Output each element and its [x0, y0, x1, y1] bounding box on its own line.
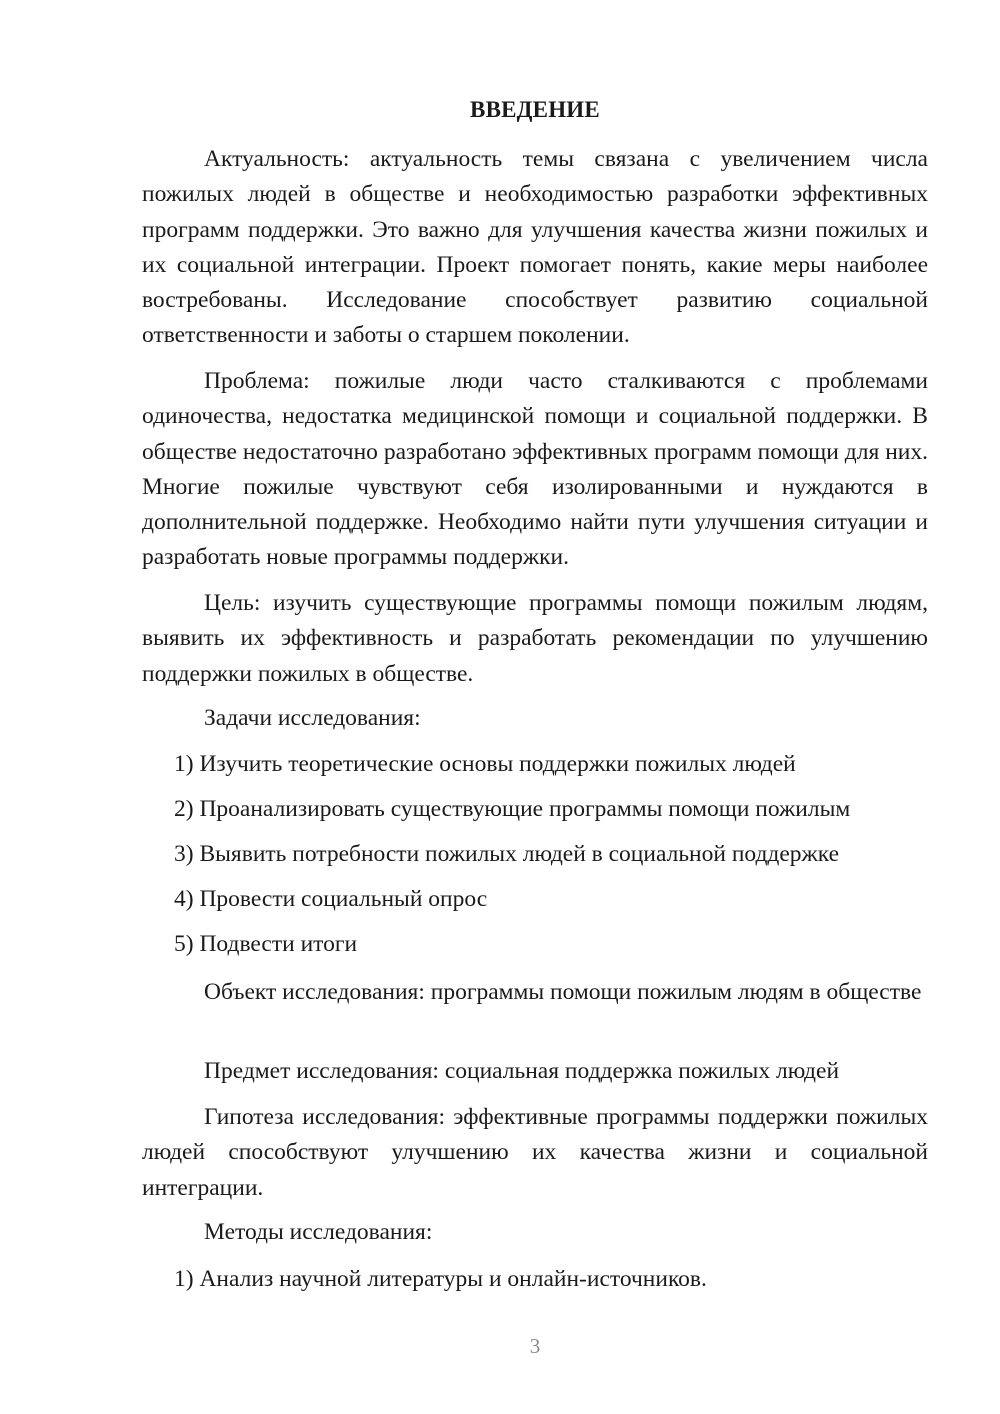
methods-heading: Методы исследования: [204, 1219, 433, 1245]
task-item: 2) Проанализировать существующие программы помощи пожилым [174, 796, 851, 822]
task-item: 3) Выявить потребности пожилых людей в социальной поддержке [174, 841, 840, 867]
page-title: ВВЕДЕНИЕ [470, 97, 600, 122]
task-item: 5) Подвести итоги [174, 931, 358, 957]
task-item: 4) Провести социальный опрос [174, 886, 488, 912]
page-number: 3 [529, 1334, 541, 1358]
object-paragraph: Объект исследования: программы помощи пожилым людям в обществе [204, 979, 922, 1005]
goal-paragraph: Цель: изучить существующие программы помощи пожилым людям, выявить их эффективность и разработать рекомендации по улучшению поддержки пожилых в обществе. [142, 590, 928, 687]
relevance-paragraph: Актуальность: актуальность темы связана с увеличением числа пожилых людей в обществе и необходимостью разработки эффективных программ поддержки. Это важно для улучшения качества жизни пожилых и их социальной интеграции. Проект помогает понять, какие меры наиболее востребованы. Исследование способствует развитию социальной ответственности и заботы о старшем поколении. [142, 146, 928, 349]
problem-paragraph: Проблема: пожилые люди часто сталкиваются с проблемами одиночества, недостатка медицинской помощи и социальной поддержки. В обществе недостаточно разработано эффективных программ помощи для них. Многие пожилые чувствуют себя изолированными и нуждаются в дополнительной поддержке. Необходимо найти пути улучшения ситуации и разработать новые программы поддержки. [142, 368, 928, 571]
tasks-heading: Задачи исследования: [204, 705, 421, 731]
subject-paragraph: Предмет исследования: социальная поддержка пожилых людей [204, 1058, 840, 1084]
task-item: 1) Изучить теоретические основы поддержки пожилых людей [174, 751, 796, 777]
hypothesis-paragraph: Гипотеза исследования: эффективные программы поддержки пожилых людей способствуют улучшению их качества жизни и социальной интеграции. [142, 1104, 928, 1201]
method-item: 1) Анализ научной литературы и онлайн-источников. [174, 1266, 707, 1292]
